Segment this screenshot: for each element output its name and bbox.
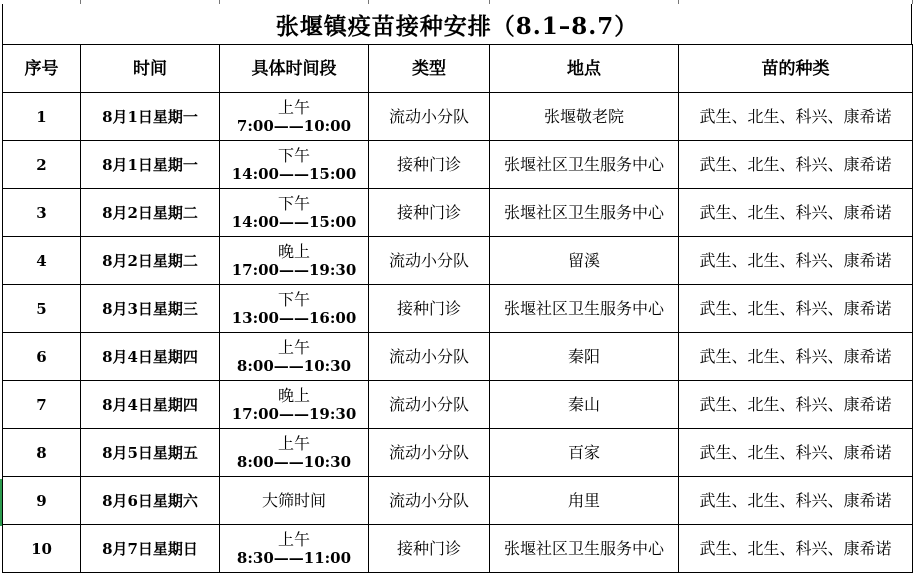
selected-row-indicator bbox=[0, 479, 2, 526]
time-range: 13:00——16:00 bbox=[231, 308, 357, 327]
cell-location[interactable]: 留溪 bbox=[490, 237, 679, 285]
cell-no[interactable]: 5 bbox=[3, 285, 81, 333]
cell-date[interactable]: 8月4日星期四 bbox=[81, 381, 220, 429]
time-range: 17:00——19:30 bbox=[231, 260, 357, 279]
cell-vaccines[interactable]: 武生、北生、科兴、康希诺 bbox=[679, 237, 913, 285]
table-row bbox=[3, 237, 913, 285]
time-period: 上午 bbox=[277, 529, 310, 549]
header-type[interactable]: 类型 bbox=[369, 45, 490, 93]
cell-time-slot[interactable] bbox=[220, 237, 369, 285]
time-period: 晚上 bbox=[277, 385, 310, 405]
cell-time-slot[interactable] bbox=[220, 525, 369, 573]
header-location[interactable]: 地点 bbox=[490, 45, 679, 93]
cell-no[interactable]: 7 bbox=[3, 381, 81, 429]
cell-time-slot[interactable] bbox=[220, 189, 369, 237]
cell-no[interactable]: 3 bbox=[3, 189, 81, 237]
cell-no[interactable]: 8 bbox=[3, 429, 81, 477]
header-row bbox=[3, 45, 913, 93]
cell-date[interactable]: 8月3日星期三 bbox=[81, 285, 220, 333]
cell-vaccines[interactable]: 武生、北生、科兴、康希诺 bbox=[679, 93, 913, 141]
schedule-table bbox=[2, 44, 913, 573]
cell-time-slot[interactable] bbox=[220, 477, 369, 525]
cell-time-slot[interactable] bbox=[220, 381, 369, 429]
header-vaccines[interactable]: 苗的种类 bbox=[679, 45, 913, 93]
time-period: 晚上 bbox=[277, 241, 310, 261]
time-period: 下午 bbox=[277, 193, 310, 213]
time-period: 上午 bbox=[277, 337, 310, 357]
cell-type[interactable]: 流动小分队 bbox=[369, 93, 490, 141]
cell-vaccines[interactable]: 武生、北生、科兴、康希诺 bbox=[679, 189, 913, 237]
cell-type[interactable]: 流动小分队 bbox=[369, 333, 490, 381]
time-period: 下午 bbox=[277, 289, 310, 309]
cell-date[interactable]: 8月1日星期一 bbox=[81, 93, 220, 141]
cell-type[interactable]: 接种门诊 bbox=[369, 141, 490, 189]
cell-type[interactable]: 接种门诊 bbox=[369, 285, 490, 333]
cell-location[interactable]: 张堰敬老院 bbox=[490, 93, 679, 141]
cell-type[interactable]: 流动小分队 bbox=[369, 381, 490, 429]
cell-time-slot[interactable] bbox=[220, 93, 369, 141]
table-row bbox=[3, 525, 913, 573]
cell-date[interactable]: 8月2日星期二 bbox=[81, 237, 220, 285]
cell-vaccines[interactable]: 武生、北生、科兴、康希诺 bbox=[679, 381, 913, 429]
cell-no[interactable]: 1 bbox=[3, 93, 81, 141]
cell-no[interactable]: 10 bbox=[3, 525, 81, 573]
header-slot[interactable]: 具体时间段 bbox=[220, 45, 369, 93]
time-period: 下午 bbox=[277, 145, 310, 165]
cell-vaccines[interactable]: 武生、北生、科兴、康希诺 bbox=[679, 477, 913, 525]
header-no[interactable]: 序号 bbox=[3, 45, 81, 93]
header-date[interactable]: 时间 bbox=[81, 45, 220, 93]
cell-vaccines[interactable]: 武生、北生、科兴、康希诺 bbox=[679, 141, 913, 189]
cell-location[interactable]: 张堰社区卫生服务中心 bbox=[490, 525, 679, 573]
cell-date[interactable]: 8月4日星期四 bbox=[81, 333, 220, 381]
cell-vaccines[interactable]: 武生、北生、科兴、康希诺 bbox=[679, 285, 913, 333]
cell-type[interactable]: 接种门诊 bbox=[369, 525, 490, 573]
cell-time-slot[interactable] bbox=[220, 285, 369, 333]
cell-date[interactable]: 8月6日星期六 bbox=[81, 477, 220, 525]
cell-type[interactable]: 流动小分队 bbox=[369, 477, 490, 525]
time-range: 8:00——10:30 bbox=[236, 452, 352, 471]
table-row bbox=[3, 477, 913, 525]
cell-date[interactable]: 8月7日星期日 bbox=[81, 525, 220, 573]
table-row bbox=[3, 333, 913, 381]
table-row bbox=[3, 429, 913, 477]
table-row bbox=[3, 141, 913, 189]
page-title: 张堰镇疫苗接种安排（8.1–8.7） bbox=[2, 4, 912, 44]
cell-no[interactable]: 6 bbox=[3, 333, 81, 381]
table-row bbox=[3, 285, 913, 333]
cell-location[interactable]: 张堰社区卫生服务中心 bbox=[490, 285, 679, 333]
cell-time-slot[interactable] bbox=[220, 429, 369, 477]
time-period: 上午 bbox=[277, 97, 310, 117]
time-period: 大筛时间 bbox=[261, 490, 326, 510]
cell-time-slot[interactable] bbox=[220, 333, 369, 381]
cell-type[interactable]: 接种门诊 bbox=[369, 189, 490, 237]
time-range: 14:00——15:00 bbox=[231, 164, 357, 183]
cell-location[interactable]: 秦阳 bbox=[490, 333, 679, 381]
cell-vaccines[interactable]: 武生、北生、科兴、康希诺 bbox=[679, 333, 913, 381]
cell-type[interactable]: 流动小分队 bbox=[369, 237, 490, 285]
cell-date[interactable]: 8月2日星期二 bbox=[81, 189, 220, 237]
cell-location[interactable]: 百家 bbox=[490, 429, 679, 477]
cell-no[interactable]: 2 bbox=[3, 141, 81, 189]
cell-no[interactable]: 4 bbox=[3, 237, 81, 285]
time-range: 7:00——10:00 bbox=[236, 116, 352, 135]
cell-location[interactable]: 张堰社区卫生服务中心 bbox=[490, 141, 679, 189]
time-range: 8:00——10:30 bbox=[236, 356, 352, 375]
cell-location[interactable]: 张堰社区卫生服务中心 bbox=[490, 189, 679, 237]
cell-vaccines[interactable]: 武生、北生、科兴、康希诺 bbox=[679, 525, 913, 573]
table-row bbox=[3, 381, 913, 429]
cell-vaccines[interactable]: 武生、北生、科兴、康希诺 bbox=[679, 429, 913, 477]
time-range: 8:30——11:00 bbox=[236, 548, 352, 567]
cell-date[interactable]: 8月5日星期五 bbox=[81, 429, 220, 477]
cell-location[interactable]: 甪里 bbox=[490, 477, 679, 525]
cell-date[interactable]: 8月1日星期一 bbox=[81, 141, 220, 189]
time-period: 上午 bbox=[277, 433, 310, 453]
time-range: 14:00——15:00 bbox=[231, 212, 357, 231]
table-row bbox=[3, 189, 913, 237]
cell-no[interactable]: 9 bbox=[3, 477, 81, 525]
table-row bbox=[3, 93, 913, 141]
cell-type[interactable]: 流动小分队 bbox=[369, 429, 490, 477]
time-range: 17:00——19:30 bbox=[231, 404, 357, 423]
cell-time-slot[interactable] bbox=[220, 141, 369, 189]
spreadsheet bbox=[2, 4, 912, 573]
cell-location[interactable]: 秦山 bbox=[490, 381, 679, 429]
